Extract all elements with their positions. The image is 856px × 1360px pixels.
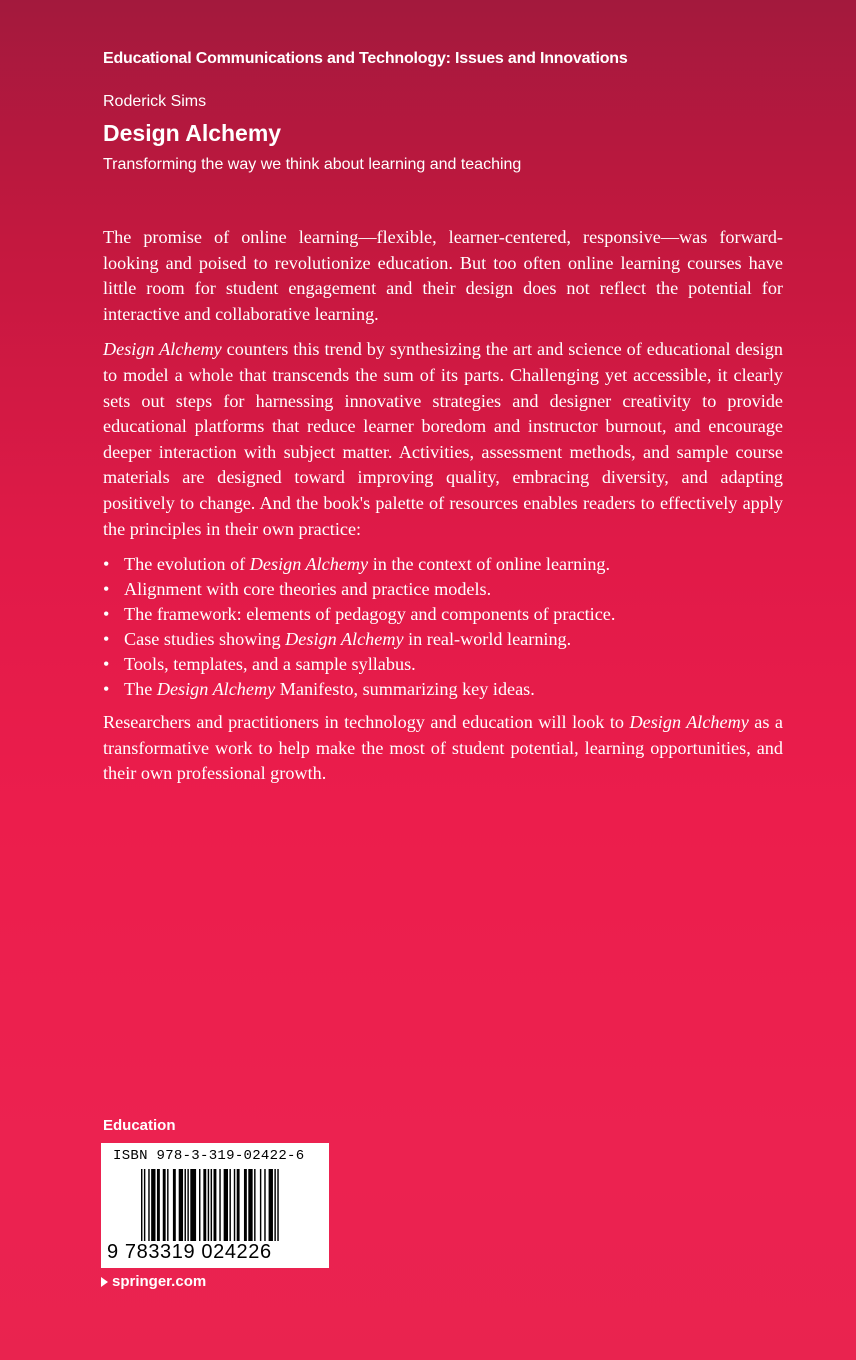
barcode-bar [185,1169,186,1241]
isbn-number: ISBN 978-3-319-02422-6 [113,1148,305,1164]
barcode-bar [148,1169,149,1241]
barcode-bar [211,1169,212,1241]
barcode-bar [144,1169,145,1241]
triangle-right-icon [101,1277,108,1287]
feature-text: The evolution of [124,554,250,575]
subject-category: Education [103,1117,176,1134]
feature-item [103,577,783,602]
book-title: Design Alchemy [103,120,282,146]
feature-text: Alignment with core theories and practice models. [124,579,492,600]
feature-item [103,677,783,702]
bullet-icon: • [103,579,110,600]
publisher-url: springer.com [112,1273,207,1290]
barcode-bar [208,1169,209,1241]
paragraph-3-text: Researchers and practitioners in technology and education will look to [103,712,630,733]
feature-item [103,652,783,677]
bullet-icon: • [103,654,110,675]
feature-text: Tools, templates, and a sample syllabus. [124,654,416,675]
barcode-bar [187,1169,188,1241]
bullet-icon: • [103,629,110,650]
barcode-bar [219,1169,220,1241]
feature-text: The framework: elements of pedagogy and components of practice. [124,604,616,625]
book-subtitle: Transforming the way we think about learning and teaching [103,156,522,173]
barcode-bar [214,1169,217,1241]
barcode-bar [141,1169,142,1241]
barcode-bar [264,1169,265,1241]
bullet-icon: • [103,679,110,700]
feature-item [103,552,783,577]
feature-italic: Design Alchemy [249,554,369,575]
blurb-paragraph-3 [103,710,783,787]
feature-italic: Design Alchemy [285,629,404,650]
author-name: Roderick Sims [103,93,207,110]
blurb [103,225,783,797]
barcode-bar [248,1169,252,1241]
barcode-bar [163,1169,166,1241]
feature-text-end: in real-world learning. [403,629,572,650]
feature-text-end: in the context of online learning. [368,554,611,575]
feature-item [103,627,783,652]
series-title: Educational Communications and Technology: Issues and Innovations [103,50,628,67]
feature-list [103,552,783,702]
publisher-link[interactable] [101,1273,206,1290]
feature-text: The [124,679,157,700]
barcode-bar [274,1169,275,1241]
barcode-bar [151,1169,155,1241]
barcode-bar [224,1169,228,1241]
bullet-icon: • [103,604,110,625]
italic-book-title: Design Alchemy [103,339,222,360]
bullet-icon: • [103,554,110,575]
feature-text: Case studies showing [124,629,286,650]
paragraph-3-text-end: as a transformative work to help make the most of student potential, learning opportunities, and their own professional growth. [103,712,783,784]
barcode-bar [234,1169,235,1241]
barcode-bar [260,1169,261,1241]
barcode-bar [229,1169,230,1241]
barcode-bar [190,1169,196,1241]
paragraph-2-text: counters this trend by synthesizing the art and science of educational design to model a whole that transcends the sum of its parts. Challenging yet accessible, it clearly sets out steps for harnessing innovative strategies and designer creativity to provide educational platforms that reduce learner boredom and instructor burnout, and encourage deeper interaction with subject matter. Activities, assessment methods, and sample course materials are designed toward improving quality, embracing diversity, and adapting positively to change. And the book's palette of resources enables readers to effectively apply the principles in their own practice: [103,339,783,539]
blurb-paragraph-1: The promise of online learning—flexible, learner-centered, responsive—was forward-looking and poised to revolutionize education. But too often online learning courses have little room for student engagement and their design does not reflect the potential for interactive and collaborative learning. [103,227,783,324]
barcode-digits: 9 783319 024226 [107,1241,272,1263]
barcode-bar [237,1169,240,1241]
feature-text-end: Manifesto, summarizing key ideas. [275,679,535,700]
barcode-bar [173,1169,176,1241]
barcode-bar [203,1169,206,1241]
barcode-bar [244,1169,247,1241]
barcode-bar [179,1169,183,1241]
isbn-barcode [101,1143,329,1268]
barcode-bar [254,1169,255,1241]
barcode-bar [157,1169,160,1241]
barcode-bar [277,1169,278,1241]
blurb-paragraph-2 [103,337,783,542]
italic-book-title: Design Alchemy [629,712,749,733]
feature-item [103,602,783,627]
feature-italic: Design Alchemy [156,679,276,700]
barcode-bar [167,1169,168,1241]
barcode-bar [269,1169,273,1241]
barcode-bar [199,1169,200,1241]
